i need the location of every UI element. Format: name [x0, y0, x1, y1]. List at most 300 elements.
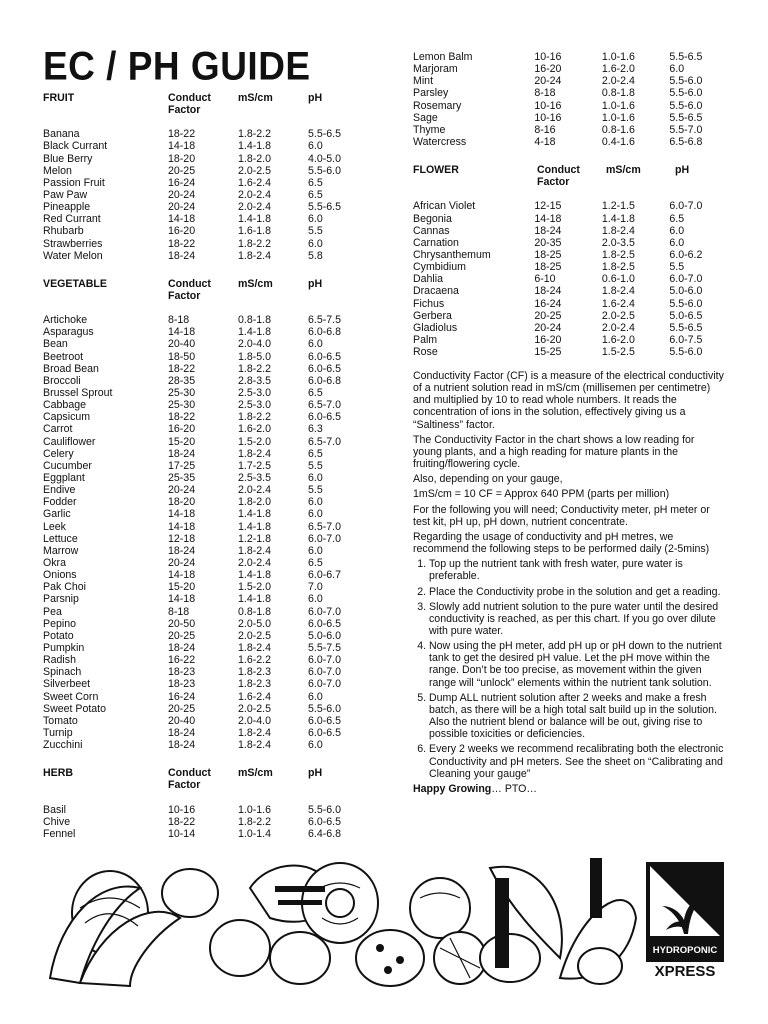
table-row [413, 334, 733, 346]
plant-name: Brussel Sprout [43, 387, 113, 400]
mscm-value: 1.2-1.5 [601, 200, 635, 213]
ph-value: 6.0 [308, 496, 323, 509]
table-row [43, 153, 373, 165]
table-row [43, 521, 373, 533]
col-header-factor: Factor [168, 779, 201, 792]
mscm-value: 2.5-3.5 [238, 472, 271, 484]
table-row [43, 606, 373, 618]
mscm-value: 2.8-3.5 [238, 374, 271, 387]
conduct-factor-value: 14-18 [168, 213, 196, 226]
plant-name: Paw Paw [43, 189, 88, 202]
mscm-value: 0.6-1.0 [601, 273, 635, 286]
ph-value: 6.0-7.0 [308, 605, 341, 618]
mscm-value: 1.8-2.4 [238, 726, 271, 739]
section-title: HERB [43, 767, 74, 780]
ph-value: 6.0 [308, 544, 323, 557]
plant-name: Fichus [413, 297, 445, 310]
plant-name: Watercress [413, 135, 467, 148]
conduct-factor-value: 14-18 [168, 508, 196, 521]
mscm-value: 1.5-2.5 [601, 346, 635, 359]
table-row [43, 338, 373, 350]
plant-name: Dahlia [413, 273, 444, 286]
table-row [43, 533, 373, 545]
plant-name: Fodder [43, 496, 77, 509]
ph-value: 6.5-6.8 [669, 135, 703, 148]
ph-value: 6.0-7.0 [669, 273, 703, 286]
table-row [413, 285, 733, 297]
plant-name: Parsnip [43, 593, 79, 606]
equipment-note: For the following you will need; Conductivity meter, pH meter or test kit, pH up, pH down, nutrient concentrate. [413, 503, 710, 528]
conduct-factor-value: 20-25 [168, 164, 196, 177]
table-row [43, 691, 373, 703]
conduct-factor-value: 20-50 [168, 617, 196, 630]
table-row [413, 298, 733, 310]
plant-name: Sweet Corn [43, 690, 99, 703]
plant-name: Spinach [43, 666, 82, 679]
plant-name: Okra [43, 556, 66, 569]
conduct-factor-value: 10-16 [534, 51, 562, 63]
step-item: 5. Dump ALL nutrient solution after 2 weeks and make a fresh batch, as there will be a high total salt build up in the solution. Also the nutrient blend or balance will be out, giving rise to possible toxicities or deficiencies. [429, 692, 725, 741]
mscm-value: 1.2-1.8 [238, 532, 271, 545]
mscm-value: 0.8-1.8 [601, 87, 635, 100]
conduct-factor-value: 20-40 [168, 338, 196, 351]
ph-value: 6.0-6.2 [669, 249, 703, 261]
mscm-value: 2.5-3.0 [238, 399, 271, 412]
plant-name: Endive [43, 484, 76, 497]
mscm-value: 1.8-2.4 [238, 447, 271, 460]
col-header-conduct: Conduct [168, 767, 211, 780]
table-row [43, 618, 373, 630]
table-row [43, 828, 373, 840]
conduct-factor-value: 25-30 [168, 399, 196, 412]
col-header-mscm: mS/cm [606, 164, 641, 177]
ph-value: 6.0-6.5 [308, 350, 341, 363]
conversion-note: 1mS/cm = 10 CF = Approx 640 PPM (parts per million) [413, 488, 670, 501]
conduct-factor-value: 18-20 [168, 152, 196, 165]
vegetable-header [43, 278, 373, 302]
table-row [413, 261, 733, 273]
ph-value: 6.5 [308, 556, 323, 569]
mscm-value: 1.6-2.4 [601, 297, 635, 310]
mscm-value: 1.4-1.8 [601, 212, 635, 225]
plant-name: Cannas [413, 224, 450, 237]
mscm-value: 1.8-2.0 [238, 152, 271, 165]
mscm-value: 2.0-4.0 [238, 338, 271, 351]
conduct-factor-value: 16-24 [168, 690, 196, 703]
ph-value: 5.0-6.0 [669, 285, 703, 298]
plant-name: Water Melon [43, 249, 103, 262]
step-item: 1. Top up the nutrient tank with fresh water, pure water is preferable. [429, 558, 725, 582]
plant-name: Fennel [43, 827, 76, 840]
conduct-factor-value: 14-18 [168, 569, 196, 582]
mscm-value: 2.0-2.4 [238, 556, 271, 569]
ph-value: 6.4-6.8 [308, 827, 341, 840]
ph-value: 6.0-6.7 [308, 569, 341, 582]
hydroponic-xpress-logo [646, 862, 724, 982]
table-row [43, 569, 373, 581]
table-row [413, 273, 733, 285]
plant-name: Broccoli [43, 374, 81, 387]
plant-name: Cymbidium [413, 261, 466, 274]
conduct-factor-value: 18-24 [168, 249, 196, 262]
ph-value: 5.5-6.5 [308, 201, 341, 214]
mscm-value: 0.4-1.6 [601, 135, 635, 148]
conduct-factor-value: 28-35 [168, 374, 196, 387]
conduct-factor-value: 18-22 [168, 128, 196, 141]
conduct-factor-value: 25-35 [168, 472, 196, 484]
plant-name: Asparagus [43, 326, 94, 339]
plant-name: Passion Fruit [43, 176, 105, 189]
ph-value: 6.0-7.0 [308, 678, 341, 691]
table-row [43, 225, 373, 237]
table-row [43, 804, 373, 816]
plant-name: Red Currant [43, 213, 101, 226]
ph-value: 6.0-6.5 [308, 617, 341, 630]
ph-value: 6.0-7.0 [308, 532, 341, 545]
plant-name: Pepino [43, 617, 76, 630]
ph-value: 6.5 [308, 189, 323, 202]
table-row [43, 177, 373, 189]
ph-value: 6.0-6.5 [308, 714, 341, 727]
mscm-value: 1.6-1.8 [238, 225, 271, 238]
conduct-factor-value: 8-16 [534, 123, 556, 136]
mscm-value: 2.0-2.4 [601, 321, 635, 334]
fruit-vegetable-illustration [40, 848, 638, 988]
ph-value: 5.5-6.0 [669, 75, 703, 88]
mscm-value: 1.0-1.6 [601, 51, 635, 63]
table-row [43, 727, 373, 739]
conduct-factor-value: 10-16 [168, 803, 196, 816]
col-header-factor: Factor [168, 104, 201, 117]
conduct-factor-value: 16-20 [534, 333, 562, 346]
ph-value: 6.0-7.0 [308, 654, 341, 667]
table-row [413, 237, 733, 249]
mscm-value: 1.6-2.0 [238, 423, 271, 436]
conduct-factor-value: 18-22 [168, 411, 196, 424]
plant-name: Eggplant [43, 472, 85, 484]
conduct-factor-value: 18-25 [534, 261, 562, 274]
table-row [413, 63, 733, 75]
plant-name: Pumpkin [43, 641, 85, 654]
table-row [43, 411, 373, 423]
cf-chart-note: The Conductivity Factor in the chart shows a low reading for young plants, and a high reading for mature plants in the fruiting/flowering cycle. [413, 433, 695, 471]
plant-name: Potato [43, 629, 74, 642]
table-row [43, 593, 373, 605]
table-row [43, 715, 373, 727]
plant-name: Cabbage [43, 399, 87, 412]
plant-name: Pea [43, 605, 62, 618]
step-item: 6. Every 2 weeks we recommend recalibrating both the electronic Conductivity and pH meters. See the sheet on “Calibrating and Cleaning your gauge” [429, 743, 725, 779]
table-row [43, 436, 373, 448]
conduct-factor-value: 14-18 [168, 520, 196, 533]
table-row [413, 249, 733, 261]
conduct-factor-value: 18-50 [168, 350, 196, 363]
mscm-value: 1.8-2.4 [601, 224, 635, 237]
mscm-value: 1.8-2.5 [601, 249, 635, 261]
pto-text: … PTO… [491, 782, 537, 795]
herb-header [43, 767, 373, 791]
table-row [413, 346, 733, 358]
plant-name: Begonia [413, 212, 452, 225]
mscm-value: 1.8-2.2 [238, 237, 271, 250]
ph-value: 5.5 [308, 225, 323, 238]
plant-name: Cucumber [43, 459, 92, 472]
col-header-ph: pH [308, 767, 323, 780]
conduct-factor-value: 15-25 [534, 346, 562, 359]
plant-name: Broad Bean [43, 362, 99, 375]
ph-value: 6.5 [308, 387, 323, 400]
col-header-conduct: Conduct [168, 277, 211, 290]
section-title: FRUIT [43, 92, 75, 104]
plant-name: Turnip [43, 726, 73, 739]
ph-value: 6.0 [308, 472, 323, 484]
table-row [413, 225, 733, 237]
plant-name: Rhubarb [43, 225, 84, 238]
col-header-mscm: mS/cm [238, 92, 273, 104]
table-row [43, 399, 373, 411]
mscm-value: 1.0-1.6 [238, 803, 271, 816]
plant-name: Chive [43, 815, 71, 828]
mscm-value: 2.0-2.4 [238, 201, 271, 214]
mscm-value: 1.8-5.0 [238, 350, 271, 363]
mscm-value: 1.6-2.4 [238, 690, 271, 703]
plant-name: Bean [43, 338, 68, 351]
mscm-value: 1.5-2.0 [238, 581, 271, 594]
col-header-mscm: mS/cm [238, 277, 273, 290]
conduct-factor-value: 20-24 [534, 321, 562, 334]
plant-name: Black Currant [43, 140, 108, 153]
plant-name: Banana [43, 128, 80, 141]
mscm-value: 1.4-1.8 [238, 326, 271, 339]
conduct-factor-value: 14-18 [168, 140, 196, 153]
ph-value: 5.5-6.5 [669, 111, 703, 124]
mscm-value: 2.0-5.0 [238, 617, 271, 630]
plant-name: Rose [413, 346, 438, 359]
section-title: FLOWER [413, 164, 459, 177]
ph-value: 6.5-7.0 [308, 399, 341, 412]
table-row [43, 250, 373, 262]
fruit-header [43, 92, 373, 116]
mscm-value: 2.0-2.5 [238, 164, 271, 177]
ph-value: 6.0 [308, 338, 323, 351]
ph-value: 6.0-7.5 [669, 333, 703, 346]
ph-value: 6.0 [308, 237, 323, 250]
plant-name: Strawberries [43, 237, 103, 250]
conduct-factor-value: 20-24 [534, 75, 562, 88]
conduct-factor-value: 4-18 [534, 135, 556, 148]
table-row [413, 75, 733, 87]
ph-value: 6.0-6.5 [308, 411, 341, 424]
plant-name: Blue Berry [43, 152, 93, 165]
ph-value: 6.0 [669, 236, 685, 249]
ph-value: 6.0-7.0 [308, 666, 341, 679]
plant-name: Sweet Potato [43, 702, 107, 715]
ph-value: 5.5-6.0 [669, 87, 703, 100]
mscm-value: 1.8-2.2 [238, 815, 271, 828]
table-row [43, 351, 373, 363]
mscm-value: 1.6-2.4 [238, 176, 271, 189]
conduct-factor-value: 15-20 [168, 435, 196, 448]
mscm-value: 1.8-2.2 [238, 411, 271, 424]
plant-name: Lemon Balm [413, 51, 473, 63]
plant-name: Melon [43, 164, 72, 177]
ph-value: 6.0 [308, 508, 323, 521]
col-header-factor: Factor [168, 290, 201, 303]
mscm-value: 2.0-2.5 [601, 309, 635, 322]
col-header-ph: pH [675, 164, 690, 177]
plant-name: Onions [43, 569, 77, 582]
mscm-value: 1.0-1.6 [601, 111, 635, 124]
mscm-value: 1.8-2.4 [238, 249, 271, 262]
plant-name: Capsicum [43, 411, 91, 424]
plant-name: Radish [43, 654, 76, 667]
ph-value: 5.5-6.0 [669, 99, 703, 112]
table-row [43, 387, 373, 399]
table-row [43, 739, 373, 751]
conduct-factor-value: 20-24 [168, 484, 196, 497]
conduct-factor-value: 18-24 [168, 739, 196, 752]
conduct-factor-value: 16-20 [168, 225, 196, 238]
table-row [43, 581, 373, 593]
ph-value: 6.0-6.5 [308, 726, 341, 739]
ph-value: 6.0 [308, 593, 323, 606]
mscm-value: 1.4-1.8 [238, 213, 271, 226]
mscm-value: 1.8-2.5 [601, 261, 635, 274]
mscm-value: 0.8-1.8 [238, 605, 271, 618]
plant-name: Silverbeet [43, 678, 91, 691]
ph-value: 6.5 [308, 176, 323, 189]
ph-value: 6.0-6.5 [308, 815, 341, 828]
ph-value: 7.0 [308, 581, 323, 594]
mscm-value: 2.0-2.4 [601, 75, 635, 88]
fruit-table [43, 128, 373, 262]
ph-value: 5.5-6.0 [308, 702, 341, 715]
ph-value: 5.5 [308, 484, 323, 497]
ph-value: 6.5-7.0 [308, 435, 341, 448]
ph-value: 5.5-6.0 [669, 346, 703, 359]
plant-name: Sage [413, 111, 438, 124]
usage-note: Regarding the usage of conductivity and pH metres, we recommend the following steps to be performed daily (2-5mins) [413, 530, 710, 556]
ph-value: 6.0-6.5 [308, 362, 341, 375]
ph-value: 6.0 [308, 690, 323, 703]
right-column [413, 51, 733, 358]
table-row [43, 816, 373, 828]
mscm-value: 2.0-2.4 [238, 189, 271, 202]
mscm-value: 2.0-4.0 [238, 714, 271, 727]
ph-value: 6.0-7.0 [669, 200, 703, 213]
table-row [43, 484, 373, 496]
flower-header [413, 164, 733, 188]
ph-value: 6.5-7.0 [308, 520, 341, 533]
conduct-factor-value: 18-23 [168, 678, 196, 691]
mscm-value: 1.8-2.0 [238, 496, 271, 509]
col-header-ph: pH [308, 277, 323, 290]
ph-value: 5.5 [308, 459, 323, 472]
ph-value: 5.5-6.0 [308, 164, 341, 177]
plant-name: Pak Choi [43, 581, 86, 594]
col-header-mscm: mS/cm [238, 767, 273, 780]
table-row [413, 310, 733, 322]
plant-name: Rosemary [413, 99, 462, 112]
plant-name: Beetroot [43, 350, 84, 363]
mscm-value: 0.8-1.6 [601, 123, 635, 136]
conduct-factor-value: 8-18 [168, 314, 190, 327]
plant-name: Chrysanthemum [413, 249, 491, 261]
left-column [43, 92, 373, 840]
table-row [43, 472, 373, 484]
plant-name: Thyme [413, 123, 446, 136]
ph-value: 5.5-6.5 [669, 321, 703, 334]
ph-value: 6.3 [308, 423, 323, 436]
conduct-factor-value: 18-20 [168, 496, 196, 509]
table-row [43, 363, 373, 375]
table-row [413, 87, 733, 99]
table-row [43, 201, 373, 213]
plant-name: Marrow [43, 544, 79, 557]
mscm-value: 1.0-1.6 [601, 99, 635, 112]
explanation-notes [413, 370, 725, 798]
mscm-value: 1.6-2.0 [601, 333, 635, 346]
ph-value: 6.5 [308, 447, 323, 460]
vegetable-table [43, 314, 373, 751]
conduct-factor-value: 16-22 [168, 654, 196, 667]
table-row [43, 642, 373, 654]
conduct-factor-value: 20-25 [534, 309, 562, 322]
conduct-factor-value: 20-35 [534, 236, 562, 249]
conduct-factor-value: 15-20 [168, 581, 196, 594]
plant-name: Marjoram [413, 63, 458, 76]
flower-table [413, 200, 733, 358]
ph-value: 5.0-6.0 [308, 629, 341, 642]
ph-value: 5.5-6.0 [669, 297, 703, 310]
mscm-value: 1.8-2.2 [238, 362, 271, 375]
conduct-factor-value: 16-24 [534, 297, 562, 310]
mscm-value: 1.8-2.4 [238, 739, 271, 752]
plant-name: Celery [43, 447, 74, 460]
plant-name: Mint [413, 75, 434, 88]
happy-growing: Happy Growing [413, 782, 492, 795]
mscm-value: 1.4-1.8 [238, 593, 271, 606]
conduct-factor-value: 18-22 [168, 237, 196, 250]
ph-value: 6.0-6.8 [308, 374, 341, 387]
table-row [43, 128, 373, 140]
table-row [43, 140, 373, 152]
conduct-factor-value: 18-24 [168, 641, 196, 654]
conduct-factor-value: 18-22 [168, 815, 196, 828]
conduct-factor-value: 12-18 [168, 532, 196, 545]
step-item: 3. Slowly add nutrient solution to the pure water until the desired conductivity is reached, as per this chart. If you go over dilute with pure water. [429, 601, 725, 637]
conduct-factor-value: 14-18 [168, 593, 196, 606]
plant-name: Artichoke [43, 314, 88, 327]
plant-name: Pineapple [43, 201, 91, 214]
mscm-value: 0.8-1.8 [238, 314, 271, 327]
table-row [43, 666, 373, 678]
table-row [413, 124, 733, 136]
ph-value: 6.0 [669, 63, 685, 76]
mscm-value: 2.0-3.5 [601, 236, 635, 249]
mscm-value: 1.8-2.4 [238, 641, 271, 654]
mscm-value: 1.4-1.8 [238, 508, 271, 521]
table-row [43, 189, 373, 201]
plant-name: Tomato [43, 714, 78, 727]
table-row [43, 557, 373, 569]
ph-value: 5.5-7.5 [308, 641, 341, 654]
conduct-factor-value: 6-10 [534, 273, 556, 286]
mscm-value: 2.0-2.5 [238, 702, 271, 715]
ph-value: 5.0-6.5 [669, 309, 703, 322]
conduct-factor-value: 16-20 [534, 63, 562, 76]
plant-name: Garlic [43, 508, 71, 521]
